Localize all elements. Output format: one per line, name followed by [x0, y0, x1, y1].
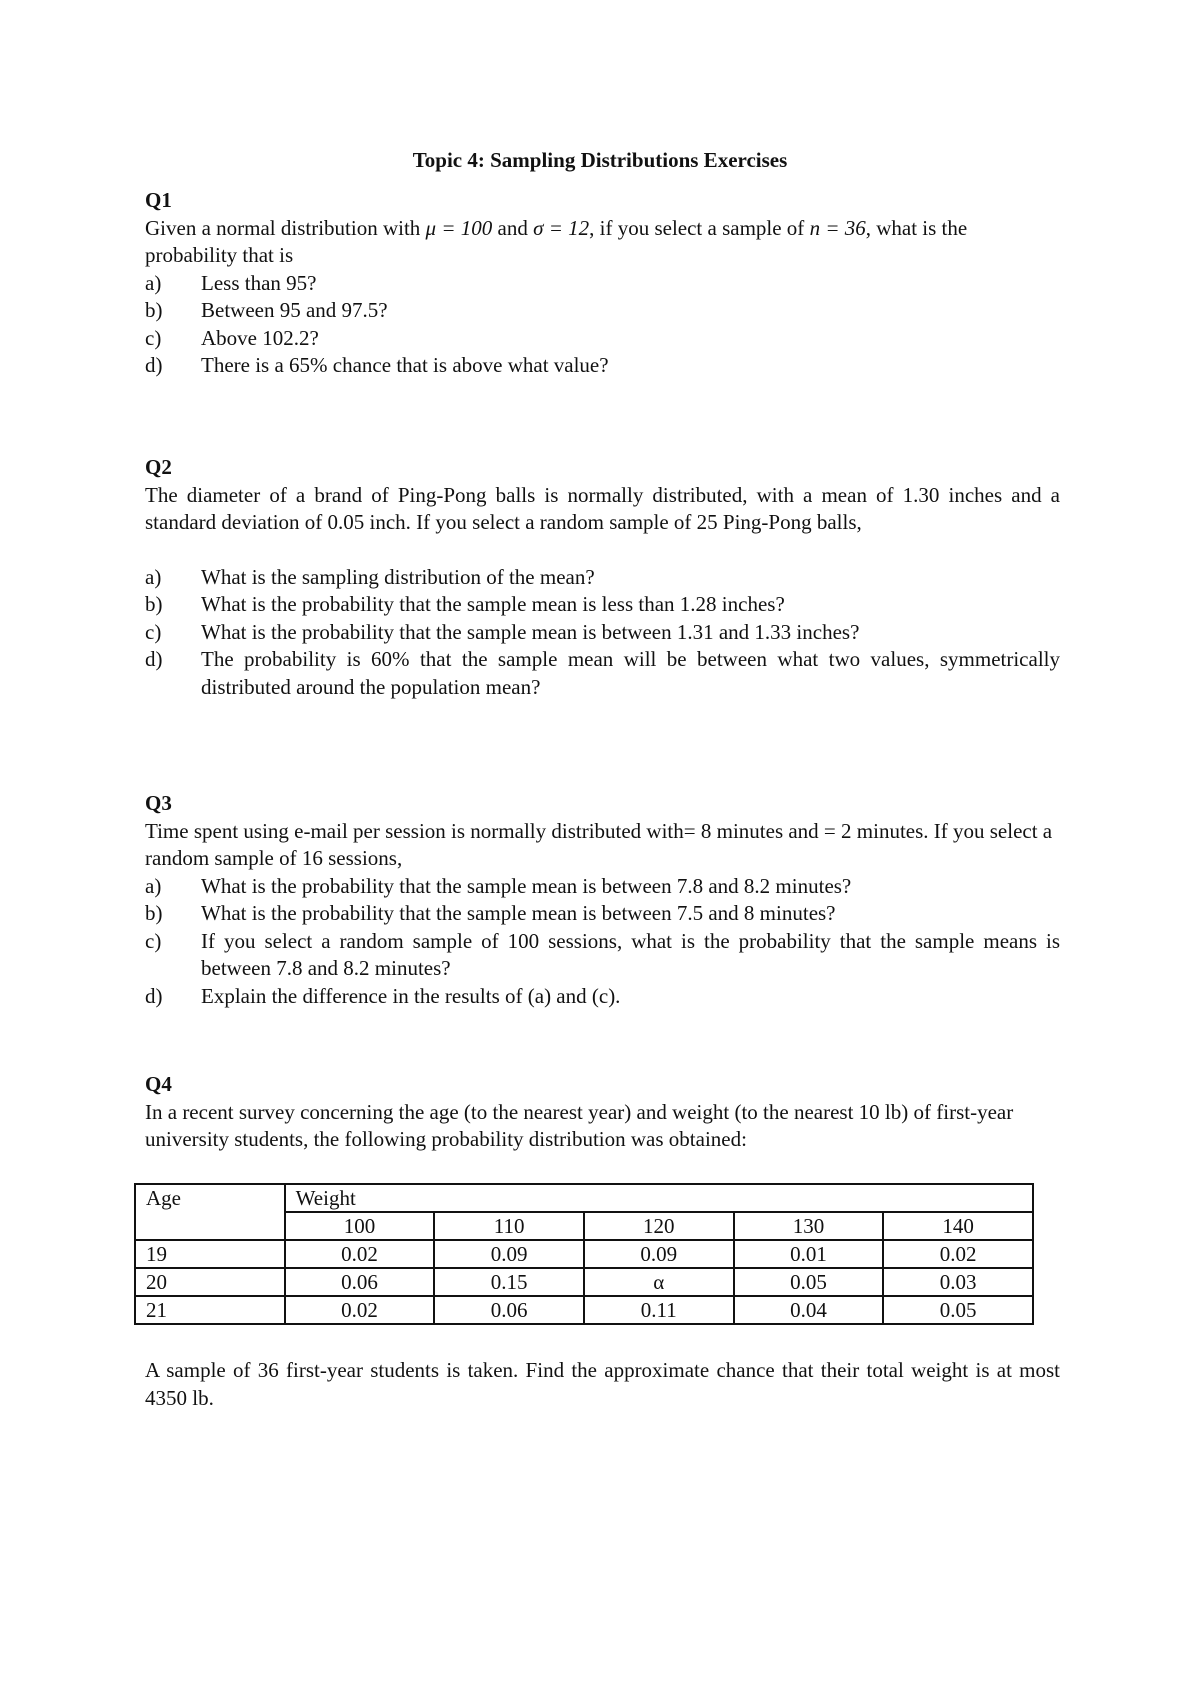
weight-value: 110 [434, 1212, 584, 1240]
question-4-intro: In a recent survey concerning the age (to the nearest year) and weight (to the nearest 10 lb) of first-year university students, the following probability distribution was obtained: [145, 1099, 1014, 1151]
weight-value: 120 [584, 1212, 734, 1240]
table-row [135, 1240, 1033, 1268]
list-item: b) What is the probability that the sample mean is between 7.5 and 8 minutes? [145, 901, 836, 925]
question-2-intro: The diameter of a brand of Ping-Pong balls is normally distributed, with a mean of 1.30 inches and a standard deviation of 0.05 inch. If you select a random sample of 25 Ping-Pong balls, [145, 482, 1060, 534]
table-cell: 0.02 [285, 1240, 435, 1268]
probability-table [134, 1183, 1034, 1325]
table-cell: 0.02 [883, 1240, 1033, 1268]
table-cell: 0.11 [584, 1296, 734, 1324]
sigma-expression: σ = 12 [533, 215, 590, 240]
list-item: c) If you select a random sample of 100 sessions, what is the probability that the sample means is between 7.8 and 8.2 minutes? [145, 928, 1060, 980]
table-row [135, 1268, 1033, 1296]
age-value: 19 [135, 1240, 285, 1268]
list-item: b) Between 95 and 97.5? [145, 298, 388, 322]
age-value: 21 [135, 1296, 285, 1324]
list-item: a) What is the probability that the sample mean is between 7.8 and 8.2 minutes? [145, 873, 852, 898]
table-cell: α [584, 1268, 734, 1296]
list-item: a) What is the sampling distribution of the mean? [145, 564, 595, 589]
age-value: 20 [135, 1268, 285, 1296]
table-cell: 0.06 [434, 1296, 584, 1324]
table-cell: 0.09 [434, 1240, 584, 1268]
question-4-heading: Q4 [145, 1072, 172, 1096]
question-1-items [145, 270, 1060, 380]
question-4-closing: A sample of 36 first-year students is taken. Find the approximate chance that their total weight is at most 4350 lb. [145, 1358, 1060, 1410]
question-1 [145, 187, 1060, 380]
table-row [135, 1184, 1033, 1212]
list-item: d) Explain the difference in the results of (a) and (c). [145, 983, 621, 1008]
table-cell: 0.09 [584, 1240, 734, 1268]
weight-value: 140 [883, 1212, 1033, 1240]
table-cell: 0.05 [883, 1296, 1033, 1324]
question-1-heading: Q1 [145, 188, 172, 212]
age-header: Age [135, 1184, 285, 1240]
table-cell: 0.15 [434, 1268, 584, 1296]
n-expression: n = 36 [809, 215, 866, 240]
weight-value: 100 [285, 1212, 435, 1240]
list-item: b) What is the probability that the sample mean is less than 1.28 inches? [145, 592, 785, 616]
mu-expression: μ = 100 [425, 215, 493, 240]
question-3-intro: Time spent using e-mail per session is normally distributed with= 8 minutes and = 2 minutes. If you select a random sample of 16 sessions, [145, 818, 1053, 870]
table-cell: 0.01 [734, 1240, 884, 1268]
question-3-items [145, 873, 1060, 1011]
table-cell: 0.06 [285, 1268, 435, 1296]
table-cell: 0.04 [734, 1296, 884, 1324]
question-1-intro: Given a normal distribution with μ = 100 and σ = 12, if you select a sample of n = 36, what is the probability that is [145, 215, 968, 267]
document-title: Topic 4: Sampling Distributions Exercises [412, 148, 788, 172]
table-cell: 0.03 [883, 1268, 1033, 1296]
weight-header: Weight [285, 1184, 1033, 1212]
table-cell: 0.02 [285, 1296, 435, 1324]
question-2-items [145, 564, 1060, 702]
list-item: d) The probability is 60% that the sample mean will be between what two values, symmetrically distributed around the population mean? [145, 647, 1060, 699]
question-3 [145, 790, 1060, 1010]
list-item: a) Less than 95? [145, 270, 317, 295]
table-row [135, 1296, 1033, 1324]
list-item: c) What is the probability that the sample mean is between 1.31 and 1.33 inches? [145, 619, 860, 644]
question-2-heading: Q2 [145, 455, 172, 479]
question-3-heading: Q3 [145, 791, 172, 815]
list-item: d) There is a 65% chance that is above what value? [145, 353, 609, 377]
question-2 [145, 454, 1060, 701]
table-cell: 0.05 [734, 1268, 884, 1296]
list-item: c) Above 102.2? [145, 325, 319, 350]
question-4 [145, 1071, 1060, 1154]
weight-value: 130 [734, 1212, 884, 1240]
